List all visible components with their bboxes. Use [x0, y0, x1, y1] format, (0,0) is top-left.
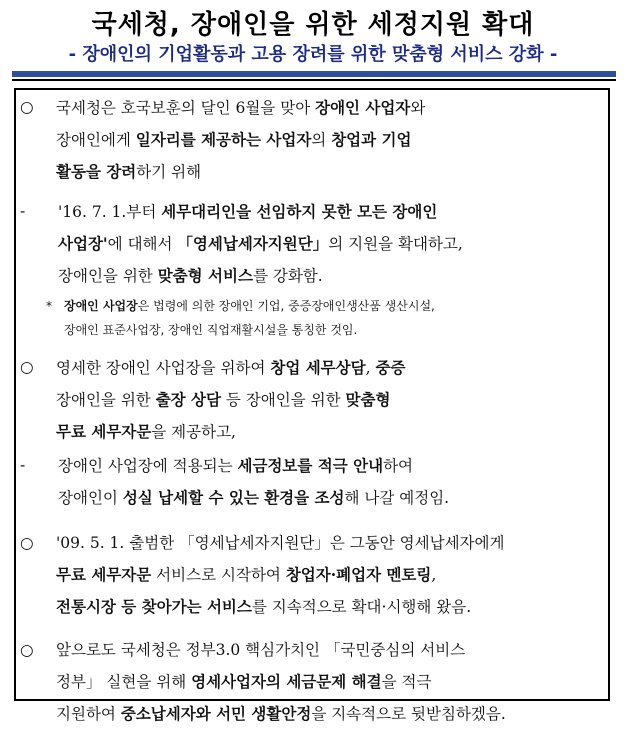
body-text: 의 지원을 확대하고, [328, 235, 463, 253]
body-text: 지원하여 [56, 705, 121, 723]
emphasis-text: 창업자·폐업자 멘토링 [285, 565, 432, 584]
paragraph-gap [20, 342, 600, 352]
body-text: 를 강화함. [252, 267, 323, 285]
paragraph-gap [20, 188, 600, 196]
title-divider-black [12, 79, 616, 81]
emphasis-text: 장애인 사업장 [64, 299, 138, 313]
emphasis-text: 활동을 장려 [56, 162, 137, 181]
emphasis-text: 「영세납세자지원단」 [177, 234, 329, 253]
paragraph-gap [20, 514, 600, 528]
emphasis-text: 세무대리인을 선임하지 못한 모든 장애인 [161, 202, 438, 221]
document-title: 국세청, 장애인을 위한 세정지원 확대 [91, 10, 535, 40]
emphasis-text: 성실 납세할 수 있는 환경을 조성 [122, 488, 345, 507]
text-line [20, 92, 600, 124]
body-text: 장애인을 위한 [56, 391, 156, 409]
body-text: '09. 5. 1. 출범한 「영세납세자지원단」은 그동안 영세납세자에게 [56, 534, 505, 552]
emphasis-text: 무료 세무자문 [56, 422, 152, 441]
circle-bullet-icon: ○ [20, 641, 34, 659]
text-line [20, 124, 600, 156]
text-line [20, 591, 600, 623]
emphasis-text: 창업과 기업 [331, 130, 412, 149]
body-text: 서비스로 시작하여 [151, 566, 286, 584]
text-line [20, 416, 600, 448]
bullet-item [20, 92, 600, 188]
text-line [20, 559, 600, 591]
body-text: 정부」 실현을 위해 [56, 673, 192, 691]
dash-bullet-icon: - [20, 202, 26, 220]
emphasis-text: 세금정보를 적극 안내 [237, 456, 384, 475]
body-text: 에 대해서 [107, 235, 178, 253]
text-line [20, 482, 600, 514]
body-text: 하기 위해 [136, 163, 202, 181]
body-text: 국세청은 호국보훈의 달인 6월을 맞아 [56, 99, 316, 117]
body-text: , [365, 359, 376, 377]
body-text: 의 [311, 131, 332, 149]
body-text: 을 제공하고, [151, 423, 236, 441]
footnote [20, 294, 600, 342]
document-subtitle: - 장애인의 기업활동과 고용 장려를 위한 맞춤형 서비스 강화 - [68, 44, 558, 65]
text-line [20, 228, 600, 260]
circle-bullet-icon: ○ [20, 534, 34, 552]
body-text: '16. 7. 1.부터 [58, 203, 162, 221]
sub-item [20, 450, 600, 514]
emphasis-text: 맞춤형 서비스 [157, 266, 253, 285]
body-text: 등 장애인을 위한 [221, 391, 346, 409]
emphasis-text: 전통시장 등 찾아가는 서비스 [56, 597, 252, 616]
circle-bullet-icon: ○ [20, 98, 34, 116]
body-text: 장애인에게 [56, 131, 136, 149]
body-text: 은 법령에 의한 장애인 기업, 중증장애인생산품 생산시설, [137, 299, 435, 313]
text-line [20, 260, 600, 292]
text-line [20, 384, 600, 416]
body-text: 장애인 표준사업장, 장애인 직업재활시설을 통칭한 것임. [64, 323, 358, 337]
body-text: 장애인이 [58, 489, 123, 507]
emphasis-text: 출장 상담 [155, 390, 221, 409]
circle-bullet-icon: ○ [20, 358, 34, 376]
text-line [20, 352, 600, 384]
content-body [20, 92, 600, 730]
title-divider-blue [12, 71, 616, 77]
text-line [20, 294, 600, 318]
body-text: 영세한 장애인 사업장을 위하여 [56, 359, 271, 377]
text-line [20, 318, 600, 342]
text-line [20, 635, 600, 666]
text-line [20, 196, 600, 228]
emphasis-text: 맞춤형 [345, 390, 391, 409]
bullet-item [20, 635, 600, 730]
emphasis-text: 중증 [375, 358, 406, 377]
emphasis-text: 무료 세무자문 [56, 565, 152, 584]
emphasis-text: 영세사업자의 세금문제 해결 [191, 672, 382, 691]
body-text: , [431, 566, 437, 584]
dash-bullet-icon: - [20, 456, 26, 474]
emphasis-text: 창업 세무상담 [270, 358, 366, 377]
emphasis-text: 장애인 사업자 [315, 98, 411, 117]
text-line [20, 698, 600, 730]
body-text: 를 지속적으로 확대·시행해 왔음. [251, 598, 472, 616]
text-line [20, 528, 600, 559]
sub-item [20, 196, 600, 292]
paragraph-gap [20, 623, 600, 635]
bullet-item [20, 528, 600, 623]
body-text: 장애인 사업장에 적용되는 [58, 457, 238, 475]
body-text: 을 지속적으로 뒷받침하겠음. [311, 705, 506, 723]
asterisk-bullet-icon: * [46, 299, 52, 313]
body-text: 앞으로도 국세청은 정부3.0 핵심가치인 「국민중심의 서비스 [56, 641, 466, 659]
body-text: 하여 [383, 457, 414, 475]
emphasis-text: 사업장' [58, 234, 108, 253]
body-text: 해 나갈 예정임. [344, 489, 450, 507]
body-text: 을 적극 [381, 673, 432, 691]
body-text: 장애인을 위한 [58, 267, 158, 285]
body-text: 와 [410, 99, 426, 117]
bullet-item [20, 352, 600, 448]
emphasis-text: 중소납세자와 서민 생활안정 [120, 704, 312, 723]
emphasis-text: 일자리를 제공하는 사업자 [135, 130, 312, 149]
text-line [20, 156, 600, 188]
text-line [20, 666, 600, 698]
text-line [20, 450, 600, 482]
